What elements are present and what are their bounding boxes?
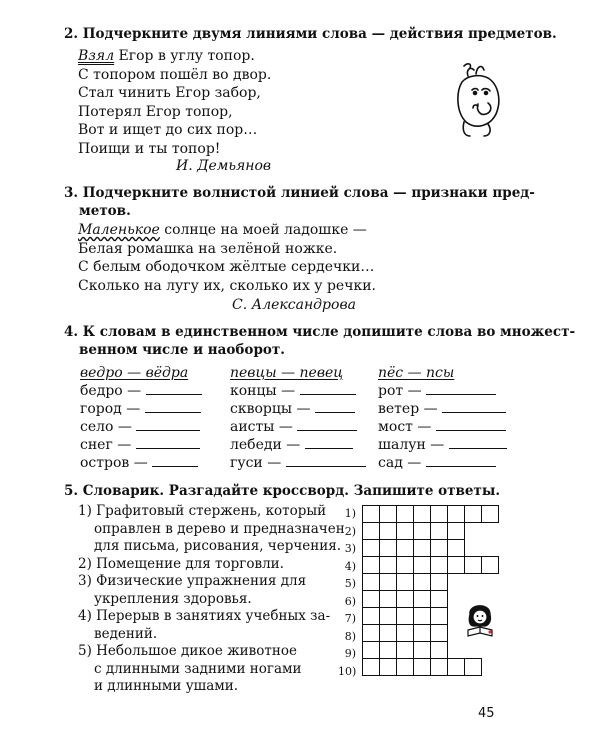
page-number: 45 [478, 706, 495, 721]
crossword-cell[interactable] [362, 590, 380, 608]
answer-blank[interactable] [300, 382, 356, 395]
crossword-cell[interactable] [430, 505, 448, 523]
crossword-cell[interactable] [362, 607, 380, 625]
crossword-cell[interactable] [413, 607, 431, 625]
answer-blank[interactable] [136, 436, 200, 449]
crossword-cell[interactable] [413, 539, 431, 557]
girl-reading-illustration [462, 600, 498, 640]
crossword-cell[interactable] [413, 641, 431, 659]
crossword-cell[interactable] [413, 590, 431, 608]
word-row: аисты — [230, 418, 366, 436]
crossword-cell[interactable] [362, 573, 380, 591]
question-5: 5) Небольшое дикое животное с длинными задними ногами и длинными ушами. [78, 643, 302, 694]
answer-blank[interactable] [449, 436, 507, 449]
task-2-author: И. Демьянов [176, 158, 272, 174]
task-3-number: 3. [64, 185, 79, 201]
crossword-cell[interactable] [379, 658, 397, 676]
crossword-cell[interactable] [481, 505, 499, 523]
crossword-row-label: 2) [344, 524, 356, 538]
crossword-cell[interactable] [362, 556, 380, 574]
example-pair: пёс — псы [378, 365, 455, 381]
wavy-underlined-adjective: Маленькое [78, 222, 160, 238]
crossword-cell[interactable] [379, 522, 397, 540]
crossword-cell[interactable] [447, 539, 465, 557]
crossword-cell[interactable] [379, 505, 397, 523]
crossword-cell[interactable] [447, 522, 465, 540]
crossword-cell[interactable] [413, 505, 431, 523]
answer-blank[interactable] [305, 436, 353, 449]
crossword-cell[interactable] [413, 556, 431, 574]
task-3-title: 3. Подчеркните волнистой линией слова — признаки пред- метов. [64, 185, 535, 219]
crossword-cell[interactable] [413, 624, 431, 642]
word-row: рот — [378, 382, 507, 400]
crossword-cell[interactable] [379, 624, 397, 642]
answer-blank[interactable] [426, 454, 496, 467]
word-row: мост — [378, 418, 507, 436]
crossword-cell[interactable] [396, 607, 414, 625]
crossword-cell[interactable] [396, 522, 414, 540]
crossword-row-label: 6) [344, 594, 356, 608]
crossword-cell[interactable] [379, 573, 397, 591]
answer-blank[interactable] [145, 400, 201, 413]
poem-line: Белая ромашка на зелёной ножке. [78, 240, 338, 257]
crossword-cell[interactable] [396, 641, 414, 659]
crossword-cell[interactable] [464, 556, 482, 574]
crossword-cell[interactable] [362, 624, 380, 642]
word-row: гуси — [230, 454, 366, 472]
word-row: бедро — [80, 382, 202, 400]
crossword-cell[interactable] [413, 573, 431, 591]
crossword-cell[interactable] [362, 505, 380, 523]
crossword-cell[interactable] [430, 590, 448, 608]
question-3: 3) Физические упражнения для укрепления здоровья. [78, 573, 307, 607]
poem-line: С топором пошёл во двор. [78, 66, 272, 83]
crossword-cell[interactable] [379, 641, 397, 659]
crossword-grid [338, 505, 518, 685]
answer-blank[interactable] [297, 418, 357, 431]
word-column-2 [230, 364, 366, 472]
crossword-row-label: 4) [344, 559, 356, 573]
crossword-cell[interactable] [430, 539, 448, 557]
crossword-row-label: 3) [344, 542, 356, 555]
task-3-poem [78, 221, 376, 295]
crossword-cell[interactable] [447, 505, 465, 523]
crossword-row-label: 8) [344, 629, 356, 643]
example-pair: ведро — вёдра [80, 365, 189, 381]
crossword-cell[interactable] [430, 522, 448, 540]
poem-line: Поищи и ты топор! [78, 140, 221, 157]
answer-blank[interactable] [152, 454, 198, 467]
crossword-cell[interactable] [396, 624, 414, 642]
crossword-cell[interactable] [396, 573, 414, 591]
answer-blank[interactable] [146, 382, 202, 395]
crossword-row-label: 5) [344, 577, 356, 590]
task-2-poem [78, 47, 271, 158]
word-row: город — [80, 400, 202, 418]
answer-blank[interactable] [436, 418, 506, 431]
crossword-row-label: 10) [338, 664, 357, 678]
crossword-cell[interactable] [379, 556, 397, 574]
word-column-3 [378, 364, 507, 472]
crossword-cell[interactable] [430, 624, 448, 642]
word-row: скворцы — [230, 400, 366, 418]
crossword-cell[interactable] [362, 641, 380, 659]
crossword-cell[interactable] [447, 658, 465, 676]
task-2-title-text: Подчеркните двумя линиями слова — действия предметов. [82, 26, 557, 42]
word-column-1 [80, 364, 202, 472]
crossword-cell[interactable] [464, 658, 482, 676]
word-row: ветер — [378, 400, 507, 418]
crossword-cell[interactable] [396, 556, 414, 574]
crossword-cell[interactable] [481, 556, 499, 574]
crossword-cell[interactable] [413, 522, 431, 540]
crossword-cell[interactable] [430, 658, 448, 676]
task-3-author: С. Александрова [232, 297, 356, 313]
word-row: сад — [378, 454, 507, 472]
word-row: лебеди — [230, 436, 366, 454]
answer-blank[interactable] [286, 454, 366, 467]
crossword-cell[interactable] [396, 590, 414, 608]
task-5-title: 5. Словарик. Разгадайте кроссворд. Запишите ответы. [64, 483, 501, 499]
poem-line: Потерял Егор топор, [78, 103, 233, 120]
crossword-cell[interactable] [362, 658, 380, 676]
crossword-cell[interactable] [396, 658, 414, 676]
question-4: 4) Перерыв в занятиях учебных за- ведений. [78, 608, 331, 642]
crossword-cell[interactable] [430, 556, 448, 574]
answer-blank[interactable] [136, 418, 200, 431]
crossword-cell[interactable] [379, 539, 397, 557]
poem-line: Сколько на лугу их, сколько их у речки. [78, 277, 377, 294]
task-2-title [64, 25, 584, 43]
question-2: 2) Помещение для торговли. [78, 555, 284, 572]
word-row: шалун — [378, 436, 507, 454]
answer-blank[interactable] [426, 382, 496, 395]
crossword-cell[interactable] [362, 522, 380, 540]
task-5-number: 5. [64, 483, 79, 499]
crossword-cell[interactable] [413, 658, 431, 676]
underlined-verb: Взял [78, 48, 115, 64]
crossword-row-label: 7) [344, 612, 356, 625]
answer-blank[interactable] [442, 400, 506, 413]
crossword-cell[interactable] [379, 590, 397, 608]
word-row: остров — [80, 454, 202, 472]
example-pair: певцы — певец [230, 365, 344, 381]
crossword-cell[interactable] [396, 505, 414, 523]
word-row: село — [80, 418, 202, 436]
poem-line: Взял Егор в углу топор. [78, 48, 255, 64]
crossword-cell[interactable] [430, 607, 448, 625]
poem-line: С белым ободочком жёлтые сердечки… [78, 259, 375, 275]
crossword-cell[interactable] [379, 607, 397, 625]
word-row: снег — [80, 436, 202, 454]
crossword-cell[interactable] [464, 505, 482, 523]
crossword-cell[interactable] [362, 539, 380, 557]
crossword-cell[interactable] [430, 573, 448, 591]
answer-blank[interactable] [315, 400, 355, 413]
task-4-title: 4. К словам в единственном числе допишите слова во множест- венном числе и наоборот. [64, 324, 576, 358]
poem-line: Вот и ищет до сих пор… [78, 122, 258, 138]
poem-line: Стал чинить Егор забор, [78, 85, 261, 101]
crossword-cell[interactable] [396, 539, 414, 557]
crossword-cell[interactable] [430, 641, 448, 659]
poem-line: Маленькое солнце на моей ладошке — [78, 222, 367, 238]
crossword-row-label: 9) [344, 647, 356, 660]
crossword-questions [78, 503, 348, 696]
baby-face-illustration [448, 60, 504, 140]
question-1: 1) Графитовый стержень, который оправлен в дерево и предназначен для письма, рисования, черчения. [78, 503, 345, 554]
crossword-cell[interactable] [447, 556, 465, 574]
crossword-row-label: 1) [344, 507, 356, 520]
task-2-number: 2. [64, 26, 79, 42]
word-row: концы — [230, 382, 366, 400]
task-4-number: 4. [64, 324, 79, 340]
